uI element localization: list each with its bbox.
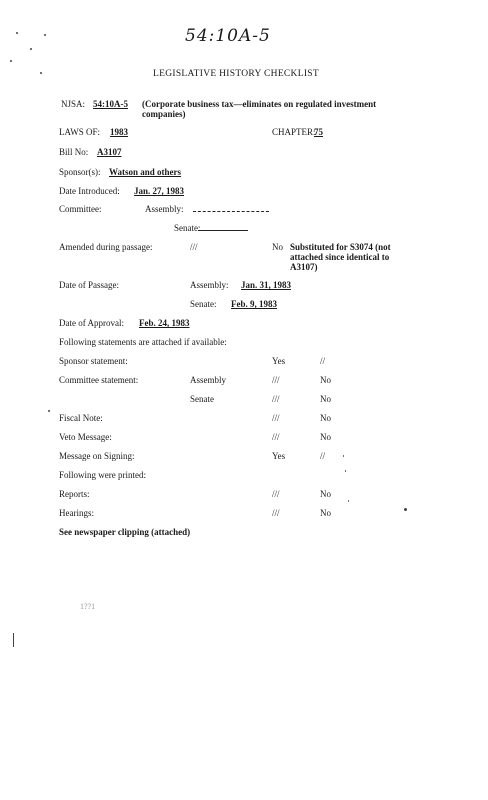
statement-no: No <box>320 413 331 423</box>
passage-assembly-label: Assembly: <box>190 280 229 290</box>
amended-no: No <box>272 242 283 252</box>
printed-no: No <box>320 489 331 499</box>
amended-label: Amended during passage: <box>59 242 153 252</box>
handwritten-statute-number: 54:10A-5 <box>185 26 271 46</box>
statement-sub: Assembly <box>190 375 226 385</box>
statements-heading: Following statements are attached if available: <box>59 337 227 347</box>
statement-sub: Senate <box>190 394 214 404</box>
substituted-note: Substituted for S3074 (not attached since identical to A3107) <box>290 242 391 272</box>
passage-senate-date: Feb. 9, 1983 <box>231 299 277 309</box>
committee-senate-label: Senate: <box>174 223 201 233</box>
laws-of-label: LAWS OF: <box>59 127 101 137</box>
scan-speck <box>40 72 42 74</box>
committee-assembly-blank <box>193 211 269 212</box>
scan-speck <box>48 410 50 412</box>
statement-no: // <box>320 356 326 366</box>
approval-value: Feb. 24, 1983 <box>139 318 190 328</box>
date-introduced-label: Date Introduced: <box>59 186 120 196</box>
committee-label: Committee: <box>59 204 102 214</box>
statement-yes: /// <box>272 394 280 404</box>
printed-label: Reports: <box>59 489 90 499</box>
passage-senate-label: Senate: <box>190 299 217 309</box>
footer-mark: 1??1 <box>80 602 96 611</box>
statement-yes: /// <box>272 413 280 423</box>
laws-of-value: 1983 <box>110 127 128 137</box>
statement-label: Committee statement: <box>59 375 139 385</box>
bill-no-label: Bill No: <box>59 147 89 157</box>
njsa-label: NJSA: <box>61 99 86 109</box>
printed-yes: /// <box>272 489 280 499</box>
chapter-value: 75 <box>314 127 323 137</box>
njsa-description: (Corporate business tax—eliminates on regulated investment companies) <box>142 99 377 119</box>
printed-yes: /// <box>272 508 280 518</box>
scan-speck <box>404 508 407 511</box>
statement-no: No <box>320 432 331 442</box>
statement-label: Sponsor statement: <box>59 356 128 366</box>
statement-yes: Yes <box>272 451 286 461</box>
sponsors-value: Watson and others <box>109 167 182 177</box>
passage-label: Date of Passage: <box>59 280 119 290</box>
statement-yes: Yes <box>272 356 286 366</box>
sponsors-label: Sponsor(s): <box>59 167 101 177</box>
statement-no: No <box>320 394 331 404</box>
scan-speck <box>30 48 32 50</box>
printed-no: No <box>320 508 331 518</box>
passage-assembly-date: Jan. 31, 1983 <box>241 280 292 290</box>
scan-speck <box>348 500 349 502</box>
approval-label: Date of Approval: <box>59 318 124 328</box>
printed-label: Hearings: <box>59 508 94 518</box>
scan-speck <box>16 32 18 34</box>
page-title: LEGISLATIVE HISTORY CHECKLIST <box>153 69 319 79</box>
statement-label: Fiscal Note: <box>59 413 103 423</box>
scan-speck <box>343 455 344 457</box>
date-introduced-value: Jan. 27, 1983 <box>134 186 185 196</box>
chapter-label: CHAPTER: <box>272 127 316 137</box>
statement-no: // <box>320 451 326 461</box>
njsa-value: 54:10A-5 <box>93 99 128 109</box>
committee-assembly-label: Assembly: <box>145 204 184 214</box>
scan-speck <box>10 60 12 62</box>
committee-senate-blank <box>198 230 248 231</box>
statement-label: Veto Message: <box>59 432 112 442</box>
scan-speck <box>44 34 46 36</box>
scan-speck <box>13 633 14 647</box>
statement-label: Message on Signing: <box>59 451 135 461</box>
scan-speck <box>345 470 346 472</box>
bill-no-value: A3107 <box>97 147 122 157</box>
clipping-note: See newspaper clipping (attached) <box>59 527 191 537</box>
amended-mark: /// <box>190 242 198 252</box>
statement-no: No <box>320 375 331 385</box>
printed-heading: Following were printed: <box>59 470 146 480</box>
statement-yes: /// <box>272 375 280 385</box>
statement-yes: /// <box>272 432 280 442</box>
